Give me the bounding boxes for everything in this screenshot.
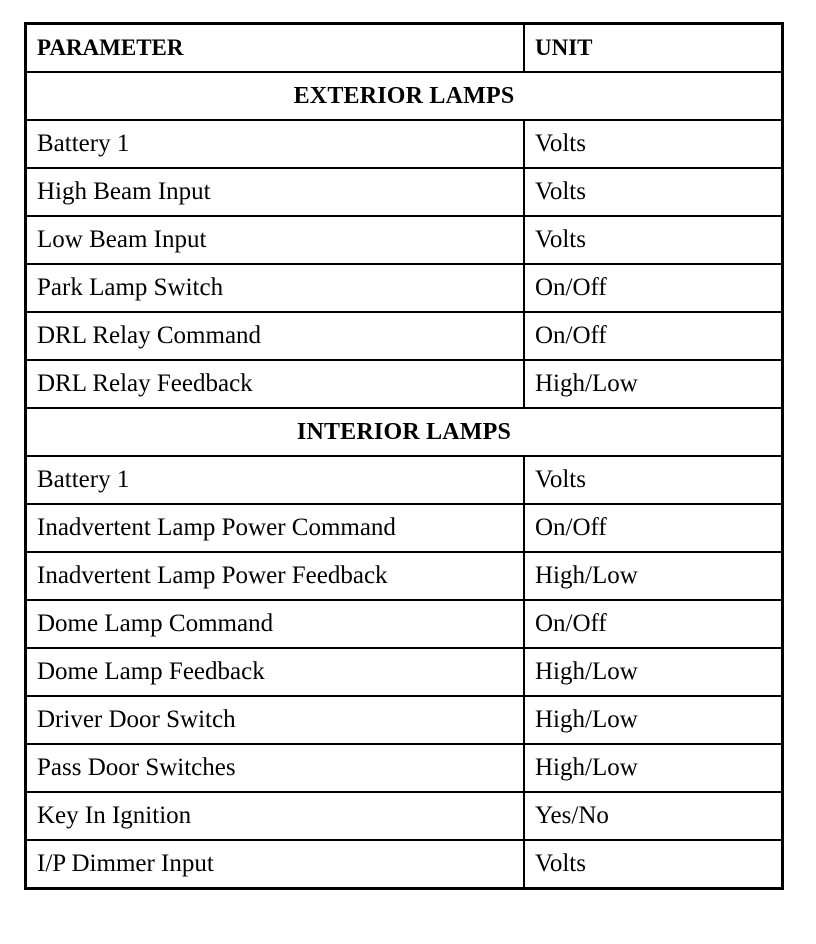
table-row: [26, 120, 783, 168]
unit-cell: Volts: [524, 456, 783, 504]
table-row: [26, 504, 783, 552]
unit-cell: Volts: [524, 168, 783, 216]
unit-cell: Volts: [524, 840, 783, 889]
parameter-cell: Battery 1: [26, 120, 525, 168]
parameter-cell: Battery 1: [26, 456, 525, 504]
parameter-cell: Key In Ignition: [26, 792, 525, 840]
parameter-table: [24, 22, 784, 890]
parameter-cell: Inadvertent Lamp Power Feedback: [26, 552, 525, 600]
table-row: [26, 792, 783, 840]
unit-column-header: UNIT: [524, 24, 783, 73]
table-row: [26, 216, 783, 264]
table-row: [26, 168, 783, 216]
parameter-cell: Dome Lamp Feedback: [26, 648, 525, 696]
section-header-row: [26, 72, 783, 120]
unit-cell: Yes/No: [524, 792, 783, 840]
parameter-cell: Park Lamp Switch: [26, 264, 525, 312]
table-row: [26, 456, 783, 504]
table-header-row: [26, 24, 783, 73]
parameter-cell: Dome Lamp Command: [26, 600, 525, 648]
parameter-cell: Driver Door Switch: [26, 696, 525, 744]
table-row: [26, 600, 783, 648]
parameter-column-header: PARAMETER: [26, 24, 525, 73]
unit-cell: High/Low: [524, 552, 783, 600]
unit-cell: High/Low: [524, 360, 783, 408]
table-row: [26, 312, 783, 360]
table-row: [26, 648, 783, 696]
unit-cell: On/Off: [524, 600, 783, 648]
section-title-exterior-lamps: EXTERIOR LAMPS: [26, 72, 783, 120]
table-row: [26, 696, 783, 744]
parameter-cell: DRL Relay Feedback: [26, 360, 525, 408]
section-title-interior-lamps: INTERIOR LAMPS: [26, 408, 783, 456]
parameter-cell: Inadvertent Lamp Power Command: [26, 504, 525, 552]
table-row: [26, 744, 783, 792]
unit-cell: On/Off: [524, 504, 783, 552]
unit-cell: High/Low: [524, 648, 783, 696]
parameter-cell: DRL Relay Command: [26, 312, 525, 360]
table-row: [26, 264, 783, 312]
unit-cell: On/Off: [524, 312, 783, 360]
unit-cell: Volts: [524, 120, 783, 168]
unit-cell: On/Off: [524, 264, 783, 312]
table-row: [26, 552, 783, 600]
unit-cell: High/Low: [524, 696, 783, 744]
unit-cell: High/Low: [524, 744, 783, 792]
parameter-cell: Pass Door Switches: [26, 744, 525, 792]
unit-cell: Volts: [524, 216, 783, 264]
table-body: [26, 24, 783, 889]
parameter-cell: High Beam Input: [26, 168, 525, 216]
table-row: [26, 840, 783, 889]
table-row: [26, 360, 783, 408]
parameter-cell: Low Beam Input: [26, 216, 525, 264]
section-header-row: [26, 408, 783, 456]
parameter-cell: I/P Dimmer Input: [26, 840, 525, 889]
